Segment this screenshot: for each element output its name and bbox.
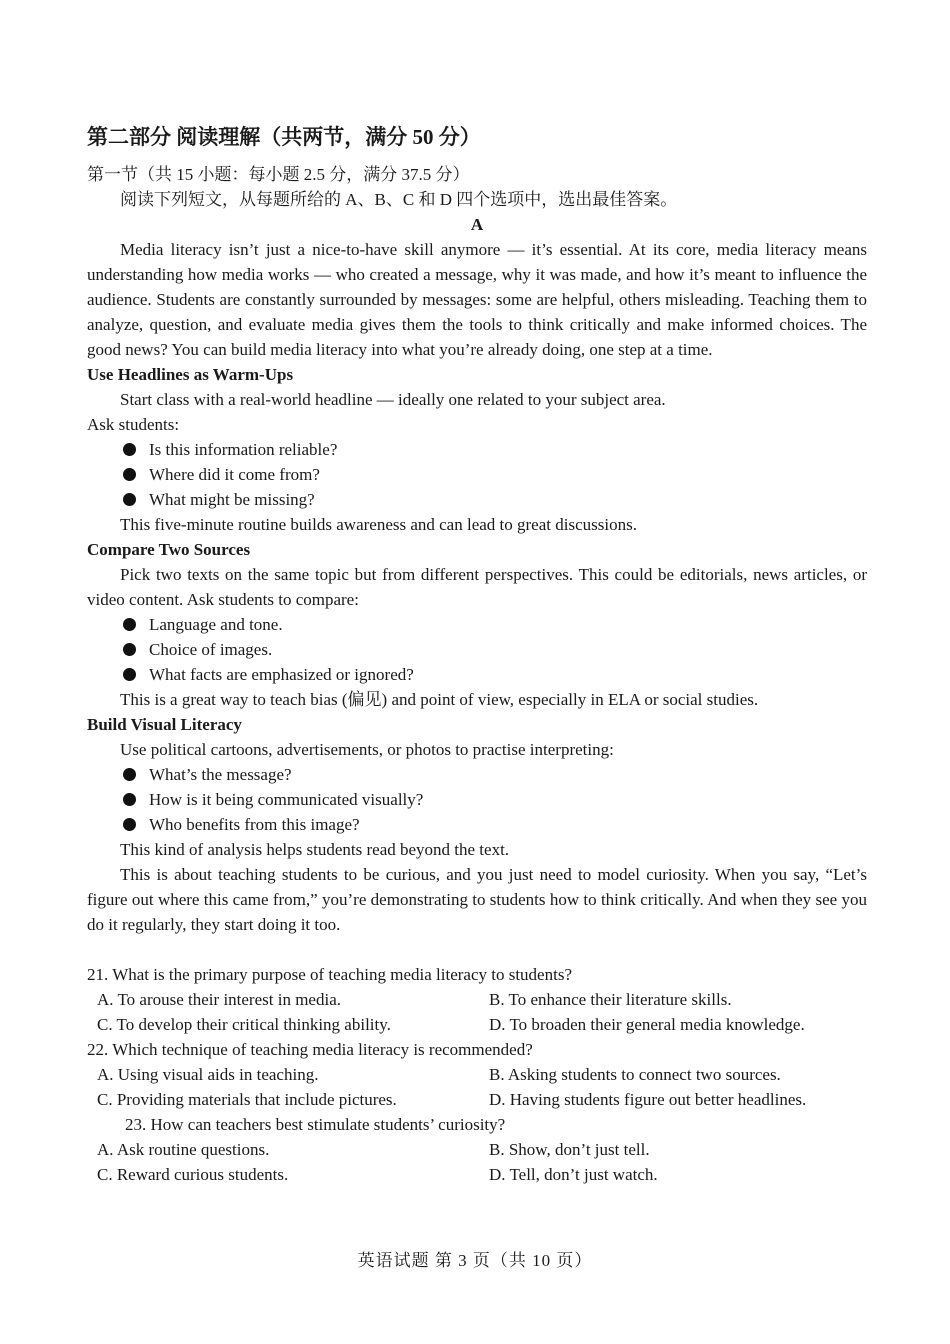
option-c[interactable]: C. To develop their critical thinking ability. [97, 1015, 391, 1034]
option-d[interactable]: D. To broaden their general media knowledge. [489, 1015, 805, 1034]
option-row [87, 1062, 867, 1087]
option-a[interactable]: A. To arouse their interest in media. [97, 990, 341, 1009]
bullet-item: Language and tone. [87, 612, 867, 637]
conclusion-paragraph: This is about teaching students to be curious, and you just need to model curiosity. When you say, “Let’s figure out where this came from,” you’re demonstrating to students how to think critically. And when they see you do it regularly, they start doing it too. [87, 865, 867, 934]
section-closing: This is a great way to teach bias (偏见) and point of view, especially in ELA or social studies. [120, 690, 759, 709]
bullet-icon [123, 668, 136, 681]
bullet-item: What’s the message? [87, 762, 867, 787]
section-lead: Use political cartoons, advertisements, or photos to practise interpreting: [120, 740, 614, 759]
bullet-item: Where did it come from? [87, 462, 867, 487]
section-lead-2: Ask students: [87, 415, 180, 434]
option-row [87, 1137, 867, 1162]
bullet-list [87, 762, 867, 837]
option-b[interactable]: B. Show, don’t just tell. [489, 1140, 650, 1159]
instruction: 阅读下列短文，从每题所给的 A、B、C 和 D 四个选项中，选出最佳答案。 [120, 190, 678, 209]
bullet-icon [123, 643, 136, 656]
passage-label: A [470, 215, 484, 234]
bullet-icon [123, 618, 136, 631]
bullet-icon [123, 818, 136, 831]
section-lead: Pick two texts on the same topic but from different perspectives. This could be editorials, news articles, or video content. Ask students to compare: [87, 565, 867, 609]
bullet-item: Is this information reliable? [87, 437, 867, 462]
section-heading: Compare Two Sources [87, 540, 251, 559]
bullet-item: What facts are emphasized or ignored? [87, 662, 867, 687]
section-heading: Use Headlines as Warm-Ups [87, 365, 294, 384]
option-row [87, 987, 867, 1012]
bullet-list [87, 437, 867, 512]
option-row [87, 1012, 867, 1037]
bullet-icon [123, 493, 136, 506]
section-title: 第一节（共 15 小题：每小题 2.5 分，满分 37.5 分） [87, 165, 470, 184]
section-closing: This five-minute routine builds awareness and can lead to great discussions. [120, 515, 637, 534]
section-closing: This kind of analysis helps students read beyond the text. [120, 840, 510, 859]
bullet-item: Choice of images. [87, 637, 867, 662]
question-stem: 21. What is the primary purpose of teaching media literacy to students? [87, 965, 572, 984]
bullet-item: What might be missing? [87, 487, 867, 512]
exam-page [87, 122, 867, 1187]
option-b[interactable]: B. To enhance their literature skills. [489, 990, 732, 1009]
option-d[interactable]: D. Tell, don’t just watch. [489, 1165, 658, 1184]
option-d[interactable]: D. Having students figure out better headlines. [489, 1090, 807, 1109]
question-stem: 22. Which technique of teaching media literacy is recommended? [87, 1040, 533, 1059]
option-a[interactable]: A. Using visual aids in teaching. [97, 1065, 319, 1084]
intro-paragraph: Media literacy isn’t just a nice-to-have skill anymore — it’s essential. At its core, media literacy means understanding how media works — who created a message, why it was made, and how it’s meant to influence the audience. Students are constantly surrounded by messages: some are helpful, others misleading. Teaching them to analyze, question, and evaluate media gives them the tools to think critically and make informed choices. The good news? You can build media literacy into what you’re already doing, one step at a time. [87, 240, 867, 359]
bullet-item: Who benefits from this image? [87, 812, 867, 837]
page-footer: 英语试题 第 3 页（共 10 页） [357, 1251, 593, 1270]
option-row [87, 1162, 867, 1187]
option-row [87, 1087, 867, 1112]
question-stem: 23. How can teachers best stimulate students’ curiosity? [125, 1115, 506, 1134]
option-c[interactable]: C. Reward curious students. [97, 1165, 289, 1184]
bullet-icon [123, 468, 136, 481]
section-lead: Start class with a real-world headline — ideally one related to your subject area. [120, 390, 666, 409]
option-a[interactable]: A. Ask routine questions. [97, 1140, 270, 1159]
section-heading: Build Visual Literacy [87, 715, 242, 734]
bullet-icon [123, 768, 136, 781]
part-title: 第二部分 阅读理解（共两节，满分 50 分） [87, 125, 481, 149]
bullet-icon [123, 793, 136, 806]
bullet-list [87, 612, 867, 687]
option-b[interactable]: B. Asking students to connect two sources. [489, 1065, 781, 1084]
bullet-item: How is it being communicated visually? [87, 787, 867, 812]
bullet-icon [123, 443, 136, 456]
option-c[interactable]: C. Providing materials that include pictures. [97, 1090, 397, 1109]
